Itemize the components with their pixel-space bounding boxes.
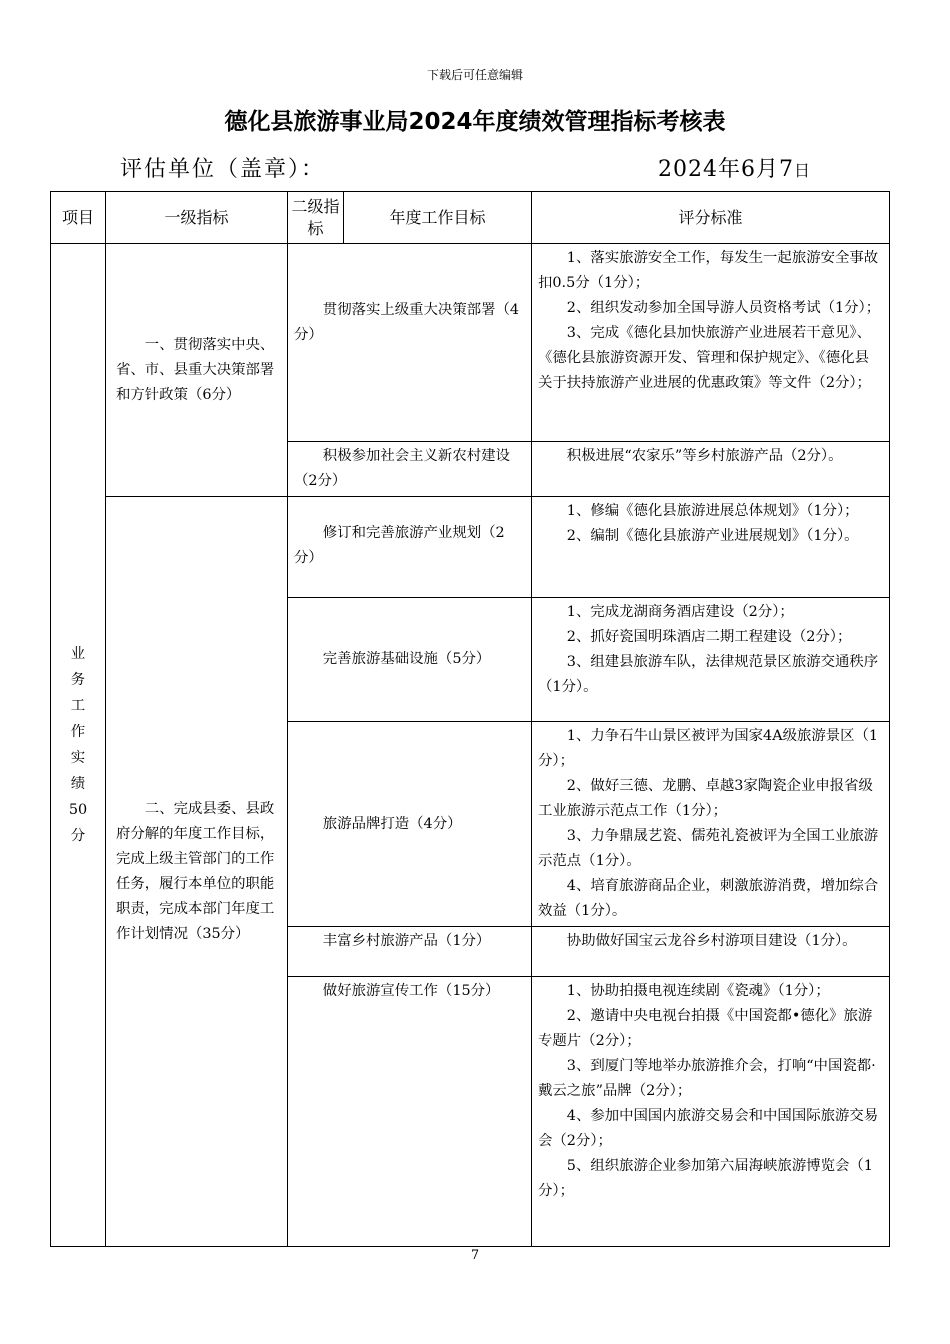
goal-cell: [288, 722, 532, 927]
table-header-row: [51, 192, 890, 244]
col-criteria: 评分标准: [532, 192, 890, 244]
goal-cell: [288, 977, 532, 1247]
criteria-item: 积极进展“农家乐”等乡村旅游产品（2分）。: [566, 448, 843, 464]
criteria-item: 3、组建县旅游车队，法律规范景区旅游交通秩序（1分）。: [538, 654, 879, 695]
criteria-cell: [532, 722, 890, 927]
criteria-cell: [532, 442, 890, 497]
criteria-cell: [532, 977, 890, 1247]
goal-cell: [288, 442, 532, 497]
goal-cell: [288, 244, 532, 442]
criteria-item: 4、培育旅游商品企业，刺激旅游消费，增加综合效益（1分）。: [538, 878, 879, 919]
criteria-item: 3、力争鼎晟艺瓷、儒苑礼瓷被评为全国工业旅游示范点（1分）。: [538, 828, 879, 869]
criteria-item: 1、力争石牛山景区被评为国家4A级旅游景区（1分）；: [538, 728, 879, 769]
col-goal: 年度工作目标: [344, 192, 532, 244]
goal-text: 积极参加社会主义新农村建设（2分）: [294, 448, 510, 489]
page-title: 德化县旅游事业局2024年度绩效管理指标考核表: [224, 109, 726, 135]
level1-text: 二、完成县委、县政府分解的年度工作目标，完成上级主管部门的工作任务，履行本单位的职能职责，完成本部门年度工作计划情况（35分）: [116, 800, 275, 942]
criteria-cell: [532, 497, 890, 598]
col-level2: 二级指标: [288, 192, 344, 244]
criteria-item: 2、编制《德化县旅游产业进展规划》（1分）。: [566, 528, 859, 544]
criteria-item: 3、完成《德化县加快旅游产业进展若干意见》、《德化县旅游资源开发、管理和保护规定》、《德化县关于扶持旅游产业进展的优惠政策》等文件（2分）；: [538, 325, 871, 391]
header-note: 下载后可任意编辑: [426, 68, 523, 82]
goal-text: 旅游品牌打造（4分）: [322, 815, 462, 832]
category-cell: [51, 244, 106, 1247]
report-date: [658, 152, 811, 183]
criteria-item: 1、完成龙湖商务酒店建设（2分）；: [566, 604, 794, 620]
goal-text: 贯彻落实上级重大决策部署（4分）: [294, 301, 520, 343]
assessment-table: [50, 191, 890, 1247]
level1-cell: [106, 244, 288, 497]
criteria-item: 2、做好三德、龙鹏、卓越3家陶瓷企业申报省级工业旅游示范点工作（1分）；: [538, 778, 873, 819]
col-level1: 一级指标: [106, 192, 288, 244]
table-row: [51, 497, 890, 598]
criteria-item: 2、组织发动参加全国导游人员资格考试（1分）；: [566, 300, 881, 316]
goal-cell: [288, 497, 532, 598]
criteria-item: 1、修编《德化县旅游进展总体规划》（1分）；: [566, 503, 859, 519]
criteria-cell: [532, 244, 890, 442]
level1-text: 一、贯彻落实中央、省、市、县重大决策部署和方针政策（6分）: [116, 336, 275, 403]
criteria-item: 4、参加中国国内旅游交易会和中国国际旅游交易会（2分）；: [538, 1108, 879, 1149]
goal-text: 丰富乡村旅游产品（1分）: [322, 933, 491, 949]
goal-cell: [288, 598, 532, 722]
evaluation-unit-label: 评估单位（盖章）：: [120, 157, 326, 182]
goal-cell: [288, 927, 532, 977]
goal-text: 完善旅游基础设施（5分）: [322, 651, 491, 667]
criteria-item: 1、协助拍摄电视连续剧《瓷魂》（1分）；: [566, 983, 830, 999]
date-day: 日: [793, 161, 811, 180]
criteria-item: 协助做好国宝云龙谷乡村游项目建设（1分）。: [566, 933, 857, 949]
criteria-item: 5、组织旅游企业参加第六届海峡旅游博览会（1分）；: [538, 1158, 873, 1199]
page-number: 7: [470, 1248, 480, 1263]
criteria-item: 2、邀请中央电视台拍摄《中国瓷都•德化》旅游专题片（2分）；: [538, 1008, 873, 1049]
date-main: 2024年6月7: [658, 157, 794, 182]
criteria-item: 3、到厦门等地举办旅游推介会，打响“中国瓷都·戴云之旅”品牌（2分）；: [538, 1058, 876, 1099]
level1-cell: [106, 497, 288, 1247]
goal-text: 修订和完善旅游产业规划（2分）: [294, 525, 505, 566]
table-row: [51, 244, 890, 442]
goal-text: 做好旅游宣传工作（15分）: [322, 983, 500, 999]
category-label: 业 务 工 作 实 绩 50 分: [68, 646, 88, 844]
criteria-cell: [532, 598, 890, 722]
criteria-item: 1、落实旅游安全工作，每发生一起旅游安全事故扣0.5分（1分）；: [538, 250, 879, 291]
col-project: 项目: [51, 192, 106, 244]
criteria-item: 2、抓好瓷国明珠酒店二期工程建设（2分）；: [566, 629, 852, 645]
criteria-cell: [532, 927, 890, 977]
